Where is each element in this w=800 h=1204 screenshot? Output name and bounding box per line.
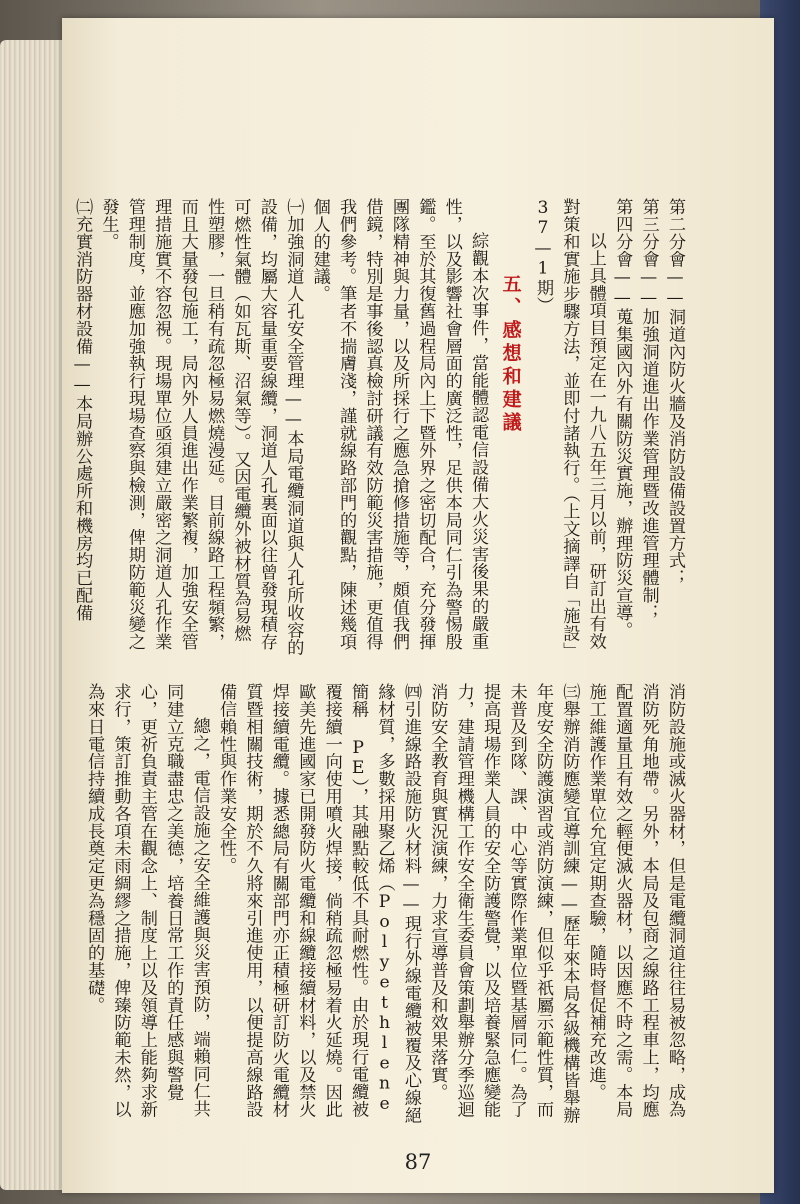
book-page xyxy=(62,18,774,1193)
top-text-block xyxy=(72,198,688,658)
paragraph: 第三分會——加強洞道進出作業管理暨改進管理體制； xyxy=(638,198,659,622)
paragraph: 消防設施或滅火器材，但是電纜洞道往往易被忽略，成為消防死角地帶。另外，本局及包商之線路工程車上，均應配置適量且有效之輕便滅火器材，以因應不時之需。本局施工維護作業單位允宜定期查驗，隨時督促補充改進。 xyxy=(585,683,685,1118)
bottom-text-block xyxy=(84,683,688,1133)
paragraph: 綜觀本次事件，當能體認電信設備大火災害後果的嚴重性，以及影響社會層面的廣泛性，足供本局同仁引為警惕殷鑑。至於其復舊過程局內上下暨外界之密切配合，充分發揮團隊精神與力量，以及所採行之應急搶修措施等，頗值我們借鏡，特別是事後認真檢討研議有效防範災害措施，更值得我們參考。筆者不揣膚淺，謹就線路部門的觀點，陳述幾項個人的建議。 xyxy=(309,198,489,651)
paragraph: ㈠加強洞道人孔安全管理——本局電纜洞道與人孔所收容的設備，均屬大容量重要線纜，洞道人孔裏面以往曾發現積存可燃性氣體（如瓦斯、沼氣等）。又因電纜外被材質為易燃性塑膠，一旦稍有疏忽極易燃燒漫延。目前線路工程頻繁，而且大量發包施工，局內外人員進出作業繁複，加強安全管理措施實不容忽視。現場單位亟須建立嚴密之洞道人孔作業管理制度，並應加強執行現場查察與檢測，俾期防範災變之發生。 xyxy=(98,198,304,656)
paragraph: 以上具體項目預定在一九八五年三月以前，研訂出有效對策和實施步驟方法，並即付諸執行。（上文摘譯自「施設」37—1期） xyxy=(532,198,606,651)
paragraph: ㈢舉辦消防應變宜導訓練——歷年來本局各級機構皆舉辦年度安全防護演習或消防演練，但似乎祇屬示範性質，而未普及到隊、課、中心等實際作業單位暨基層同仁。為了提高現場作業人員的安全防護警覺，以及培養緊急應變能力，建請管理機構工作安全衛生委員會策劃舉辦分季巡迴消防安全教育與實況演練，力求宣導普及和效果落實。 xyxy=(427,683,580,1124)
paragraph: ㈣引進線路設施防火材料——現行外線電纜被覆及心線絕緣材質，多數採用聚乙烯（Polyethlene 簡稱 PE），其融點較低不具耐燃性。由於現行電纜被覆接續一向使用噴火焊接，倘稍疏忽極易着火延燒。因此歐美先進國家已開發防火電纜和線纜接續材料，以及禁火焊接續電纜。據悉總局有關部門亦正積極研訂防火電纜材質暨相關技術，期於不久將來引進使用，以便提高線路設備信賴性與作業安全性。 xyxy=(216,683,421,1124)
page-number: 87 xyxy=(404,1150,432,1174)
paragraph: 第二分會——洞道內防火牆及消防設備設置方式； xyxy=(665,198,685,587)
section-heading: 五、感想和建議 xyxy=(499,274,522,435)
paragraph: ㈡充實消防器材設備——本局辦公處所和機房均已配備 xyxy=(72,198,93,622)
paragraph: 總之，電信設施之安全維護與災害預防，端賴同仁共同建立克職盡忠之美德，培養日常工作的責任感與警覺心，更祈負責主管在觀念上、制度上以及領導上能夠求新求行，策訂推動各項未雨綢繆之措施，俾臻防範未然，以為來日電信持續成長奠定更為穩固的基礎。 xyxy=(84,683,210,1118)
paragraph: 第四分會——蒐集國內外有關防災實施，辦理防災宣導。 xyxy=(612,198,633,639)
